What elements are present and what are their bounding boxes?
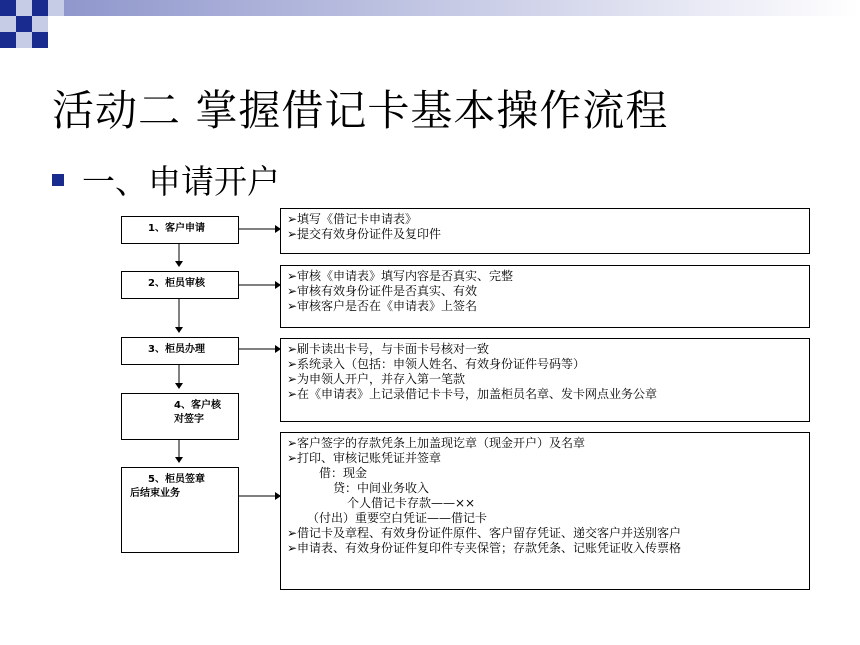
flow-step-1 xyxy=(121,216,239,244)
detail-line: ➢填写《借记卡申请表》 xyxy=(287,212,418,226)
detail-line: 借：现金 xyxy=(319,466,368,480)
detail-line: ➢打印、审核记账凭证并签章 xyxy=(287,451,442,465)
flow-step-label: 5、柜员签章 xyxy=(148,474,205,485)
step-5-details xyxy=(280,432,810,590)
section-heading-text: 一、申请开户 xyxy=(82,162,280,201)
detail-line: 个人借记卡存款——×× xyxy=(347,496,476,510)
detail-line: ➢为申领人开户，并存入第一笔款 xyxy=(287,372,466,386)
detail-line: ➢审核有效身份证件是否真实、有效 xyxy=(287,284,478,298)
detail-line: ➢在《申请表》上记录借记卡卡号，加盖柜员名章、发卡网点业务公章 xyxy=(287,387,658,401)
detail-line: ➢提交有效身份证件及复印件 xyxy=(287,227,442,241)
flow-step-label: 4、客户核 xyxy=(174,400,221,411)
detail-line: （付出）重要空白凭证——借记卡 xyxy=(307,511,488,525)
detail-line: ➢申请表、有效身份证件复印件专夹保管；存款凭条、记账凭证收入传票格 xyxy=(287,541,682,555)
flow-step-3 xyxy=(121,337,239,365)
detail-line: ➢审核客户是否在《申请表》上签名 xyxy=(287,299,478,313)
detail-line: ➢审核《申请表》填写内容是否真实、完整 xyxy=(287,269,514,283)
flow-step-2 xyxy=(121,271,239,299)
flow-step-label: 3、柜员办理 xyxy=(148,344,205,355)
detail-line: ➢客户签字的存款凭条上加盖现讫章（现金开户）及名章 xyxy=(287,436,586,450)
flow-step-label: 1、客户申请 xyxy=(148,223,205,234)
flow-step-label-line2: 后结束业务 xyxy=(130,488,180,499)
detail-line: ➢系统录入（包括：申领人姓名、有效身份证件号码等） xyxy=(287,357,586,371)
flow-step-label: 2、柜员审核 xyxy=(148,278,205,289)
flow-step-5 xyxy=(121,467,239,553)
flow-step-4 xyxy=(121,393,239,440)
step-1-details xyxy=(280,208,810,254)
detail-line: 贷：中间业务收入 xyxy=(333,481,430,495)
detail-line: ➢借记卡及章程、有效身份证件原件、客户留存凭证、递交客户并送别客户 xyxy=(287,526,682,540)
flow-step-label-line2: 对签字 xyxy=(174,414,204,425)
detail-line: ➢刷卡读出卡号，与卡面卡号核对一致 xyxy=(287,342,490,356)
slide-title: 活动二 掌握借记卡基本操作流程 xyxy=(52,86,669,135)
step-2-details xyxy=(280,265,810,328)
step-3-details xyxy=(280,338,810,422)
